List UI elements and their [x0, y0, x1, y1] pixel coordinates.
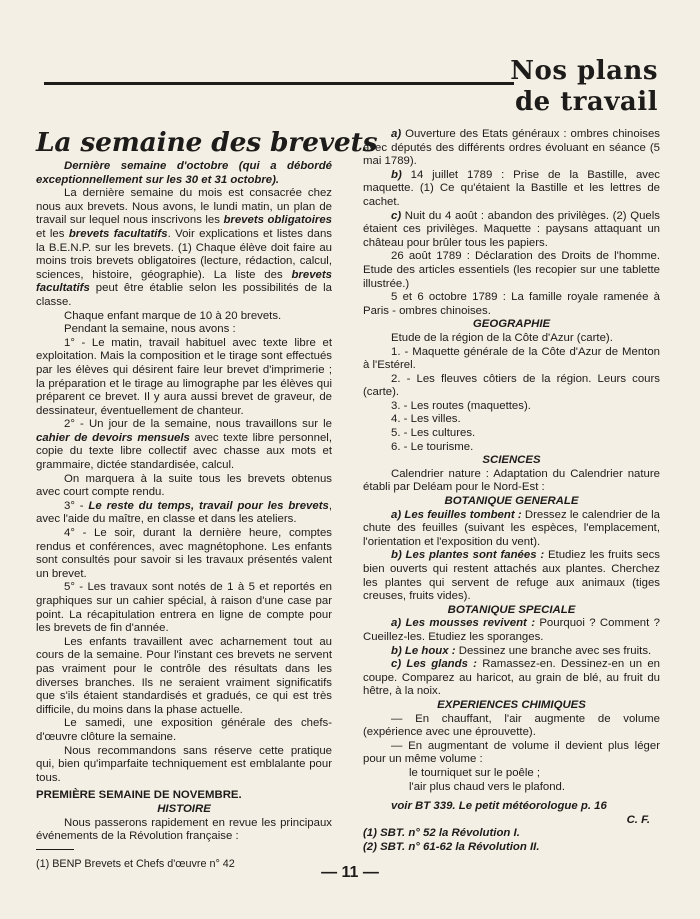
botany-special-b: b) Le houx : Dessinez une branche avec ses fruits. — [391, 644, 652, 657]
paragraph-count: Chaque enfant marque de 10 à 20 brevets. — [64, 309, 282, 322]
paragraph-exhibition: Le samedi, une exposition générale des chefs-d'œuvre clôture la semaine. — [36, 717, 332, 743]
heading-sciences: SCIENCES — [482, 454, 541, 467]
geo-item-6: 6. - Le tourisme. — [391, 440, 474, 453]
heading-geographie: GEOGRAPHIE — [472, 318, 551, 331]
heading-experiences: EXPERIENCES CHIMIQUES — [437, 698, 586, 711]
paragraph-intro: La dernière semaine du mois est consacrée chez nous aux brevets. Nous avons, le lundi matin, un plan de travail sur lequel nous inscrivons les brevets obligatoires et les brevets facultatifs. Voir explications et listes dans la B.E.N.P. sur les brevets. (1) Chaque élève doit faire au moins trois brevets obligatoires (lecture, rédaction, calcul, sciences, histoire, géographie). La liste des brevets facultatifs peut être établie selon les possibilités de la classe. — [36, 187, 333, 308]
signature: C. F. — [626, 813, 650, 826]
right-column — [363, 128, 660, 854]
paragraph-recommend: Nous recommandons sans réserve cette pratique qui, bien qu'imparfaite techniquement est emblalante pour tous. — [36, 744, 332, 784]
geo-item-5: 5. - Les cultures. — [391, 427, 476, 440]
paragraph-week: Pendant la semaine, nous avons : — [64, 323, 236, 336]
heading-botanique-speciale: BOTANIQUE SPECIALE — [447, 603, 576, 616]
list-item-5: 5° - Les travaux sont notés de 1 à 5 et reportés en graphiques sur un cahier spécial, à raison d'une case par point. La récapitulation entrera en ligne de compte pour les brevets de fin d'année. — [36, 581, 332, 635]
list-item-2-note: On marquera à la suite tous les brevets obtenus avec court compte rendu. — [36, 472, 332, 499]
geo-item-1: 1. - Maquette générale de la Côte d'Azur de Menton à l'Estérel. — [363, 345, 660, 372]
list-item-3: 3° - Le reste du temps, travail pour les brevets, avec l'aide du maître, en classe et dans les ateliers. — [36, 499, 333, 526]
heading-histoire: HISTOIRE — [157, 802, 211, 815]
paragraph-effort: Les enfants travaillent avec acharnement tout au cours de la semaine. Pour l'instant ces brevets ne servent pas vraiment pour le contrôle des résultats dans les diverses branches. Ils ne seraient vraiment significatifs que s'ils étaient standardisés et gradués, ce qui est très difficile, du moins dans la phase actuelle. — [36, 635, 332, 716]
geo-intro: Etude de la région de la Côte d'Azur (carte). — [391, 331, 613, 344]
history-item-c: c) Nuit du 4 août : abandon des privilèges. (2) Quels étaient ces privilèges. Maquette : paysans attaquant un château pour brûler tous les papiers. — [363, 209, 660, 249]
paragraph-revolution: Nous passerons rapidement en revue les principaux événements de la Révolution française : — [36, 816, 332, 843]
botany-general-a: a) Les feuilles tombent : Dressez le calendrier de la chute des feuilles (suivant les espèces, l'emplacement, l'orientation et l'exposition du vent). — [363, 508, 660, 548]
section-title-line1: Nos plans — [510, 56, 658, 86]
footnote-right-2: (2) SBT. n° 61-62 la Révolution II. — [363, 840, 540, 853]
header-rule — [44, 82, 514, 85]
reference-bt: voir BT 339. Le petit météorologue p. 16 — [391, 800, 607, 813]
history-item-royal: 5 et 6 octobre 1789 : La famille royale ramenée à Paris - ombres chinoises. — [363, 291, 660, 317]
footnote: (1) BENP Brevets et Chefs d'œuvre n° 42 — [36, 857, 235, 870]
history-item-rights: 26 août 1789 : Déclaration des Droits de l'homme. Etude des articles essentiels (les recopier sur une tablette illustrée.) — [363, 250, 660, 290]
footnote-rule — [36, 849, 74, 850]
lead-paragraph: Dernière semaine d'octobre (qui a débordé exceptionnellement sur les 30 et 31 octobre). — [36, 160, 332, 186]
footnote-right-1: (1) SBT. n° 52 la Révolution I. — [363, 827, 520, 840]
sciences-intro: Calendrier nature : Adaptation du Calendrier nature établi par Deléam pour le Nord-Est : — [363, 467, 660, 494]
geo-item-3: 3. - Les routes (maquettes). — [391, 399, 531, 412]
botany-special-a: a) Les mousses revivent : Pourquoi ? Comment ? Cueillez-les. Etudiez les sporanges. — [363, 617, 660, 643]
experience-2: — En augmentant de volume il devient plus léger pour un même volume : — [363, 739, 660, 766]
experience-3: le tourniquet sur le poêle ; — [409, 766, 541, 779]
botany-general-b: b) Les plantes sont fanées : Etudiez les fruits secs bien ouverts qui restent attachés aux plantes. Cherchez les plantes qui servent de refuge aux animaux (tiges creuses, fruits vides). — [363, 549, 660, 603]
left-column — [36, 127, 378, 871]
list-item-1: 1° - Le matin, travail habituel avec texte libre et exploitation. Mais la composition et le tirage sont effectués par les élèves qui désirent faire leur brevet d'imprimerie ; la préparation et le tirage au limographe par les élèves qui préparent ce brevet. Il y aura aussi brevet de graveur, de dessinateur, éventuellement de chanteur. — [36, 336, 332, 417]
history-item-b: b) 14 juillet 1789 : Prise de la Bastille, avec maquette. (1) Ce qu'étaient la Bastille et les lettres de cachet. — [363, 168, 660, 208]
section-title-line2: de travail — [514, 87, 658, 117]
article-title: La semaine des brevets — [36, 127, 378, 158]
experience-4: l'air plus chaud vers le plafond. — [409, 780, 566, 793]
geo-item-2: 2. - Les fleuves côtiers de la région. Leurs cours (carte). — [363, 372, 660, 399]
history-item-a: a) Ouverture des Etats généraux : ombres chinoises avec députés des différents ordres évoluant en séance (5 mai 1789). — [363, 128, 660, 168]
section-title — [478, 56, 658, 118]
list-item-4: 4° - Le soir, durant la dernière heure, comptes rendus et conférences, avec magnétophone. Les enfants sont consultés pour savoir si les travaux présentés valent un brevet. — [36, 527, 332, 580]
page-number: — 11 — — [321, 864, 379, 881]
experience-1: — En chauffant, l'air augmente de volume (expérience avec une éprouvette). — [363, 712, 660, 739]
heading-botanique-generale: BOTANIQUE GENERALE — [444, 495, 579, 508]
list-item-2: 2° - Un jour de la semaine, nous travaillons sur le cahier de devoirs mensuels avec texte libre personnel, copie du texte libre collectif avec chasse aux mots et grammaire, dictée standardisée, calcul. — [36, 418, 332, 472]
botany-special-c: c) Les glands : Ramassez-en. Dessinez-en un en coupe. Comparez au haricot, au grain de blé, au fruit du hêtre, à la noix. — [363, 658, 660, 698]
heading-november: PREMIÈRE SEMAINE DE NOVEMBRE. — [36, 789, 242, 802]
geo-item-4: 4. - Les villes. — [391, 413, 461, 426]
